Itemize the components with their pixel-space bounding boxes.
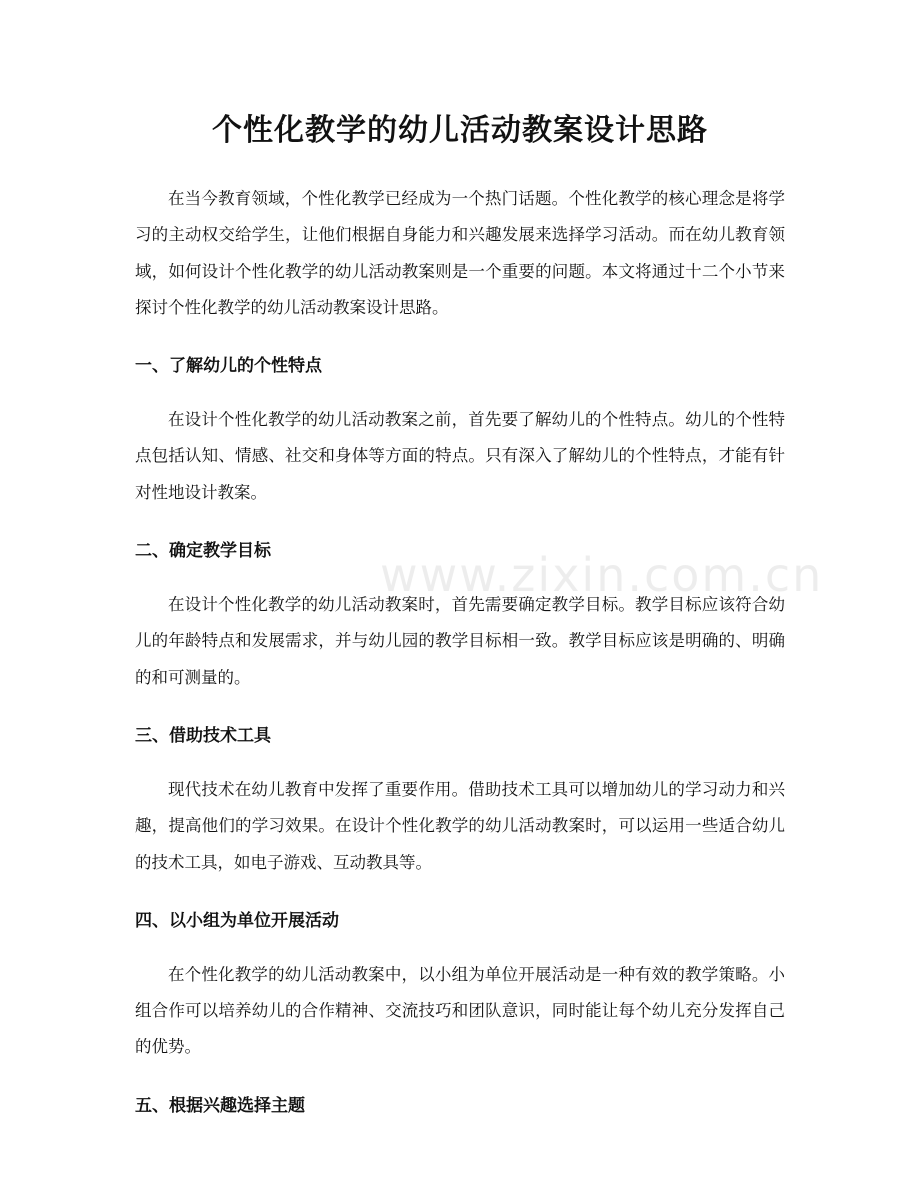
watermark-text: www.zixin.com.cn [380,548,824,602]
document-body [135,181,785,1118]
intro-paragraph: 在当今教育领域，个性化教学已经成为一个热门话题。个性化教学的核心理念是将学习的主动权交给学生，让他们根据自身能力和兴趣发展来选择学习活动。而在幼儿教育领域，如何设计个性化教学的幼儿活动教案则是一个重要的问题。本文将通过十二个小节来探讨个性化教学的幼儿活动教案设计思路。 [135,189,785,317]
section-heading-3: 三、借助技术工具 [135,725,271,746]
section-paragraph-1: 在设计个性化教学的幼儿活动教案之前，首先要了解幼儿的个性特点。幼儿的个性特点包括认知、情感、社交和身体等方面的特点。只有深入了解幼儿的个性特点，才能有针对性地设计教案。 [135,410,785,502]
section-heading-1: 一、了解幼儿的个性特点 [135,356,322,377]
section-paragraph-3: 现代技术在幼儿教育中发挥了重要作用。借助技术工具可以增加幼儿的学习动力和兴趣，提高他们的学习效果。在设计个性化教学的幼儿活动教案时，可以运用一些适合幼儿的技术工具，如电子游戏、互动教具等。 [135,779,785,872]
document-title: 个性化教学的幼儿活动教案设计思路 [212,113,708,148]
section-heading-2: 二、确定教学目标 [135,541,271,562]
section-paragraph-4: 在个性化教学的幼儿活动教案中，以小组为单位开展活动是一种有效的教学策略。小组合作可以培养幼儿的合作精神、交流技巧和团队意识，同时能让每个幼儿充分发挥自己的优势。 [135,964,785,1057]
section-heading-5: 五、根据兴趣选择主题 [135,1095,305,1116]
section-heading-4: 四、以小组为单位开展活动 [135,910,339,931]
section-paragraph-2: 在设计个性化教学的幼儿活动教案时，首先需要确定教学目标。教学目标应该符合幼儿的年龄特点和发展需求，并与幼儿园的教学目标相一致。教学目标应该是明确的、明确的和可测量的。 [135,595,785,687]
